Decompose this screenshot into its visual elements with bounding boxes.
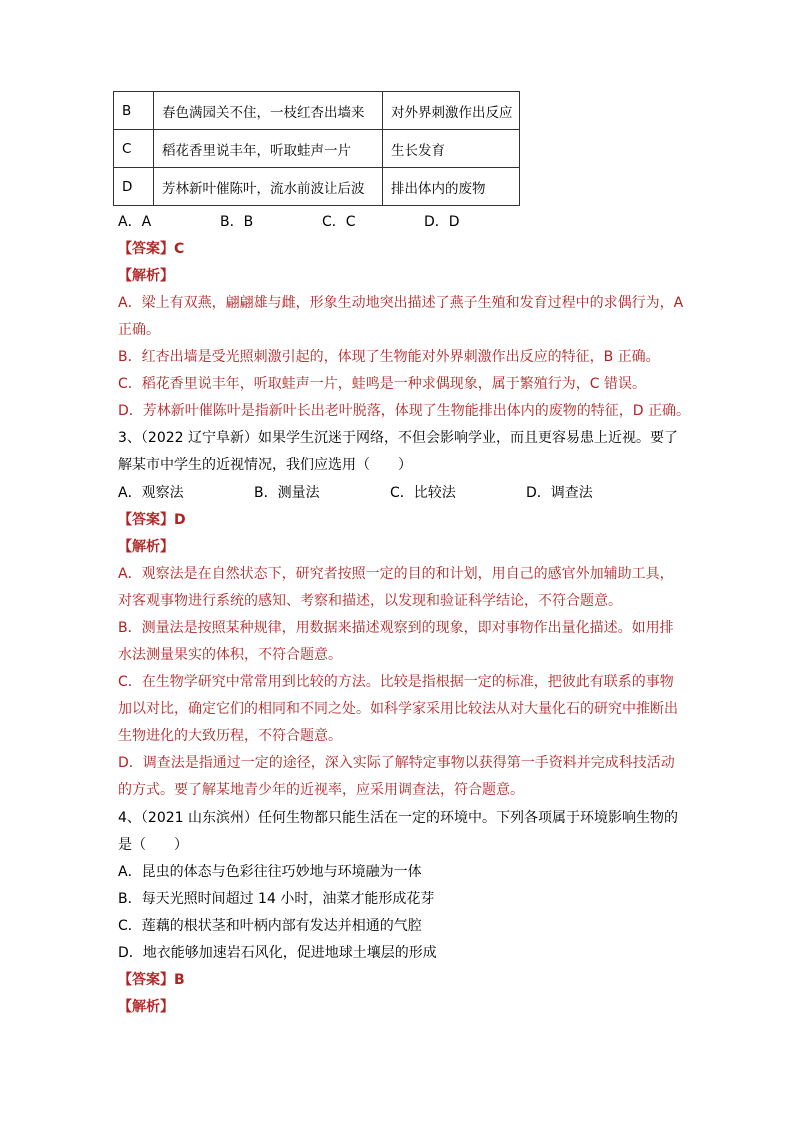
table-row [114,92,520,130]
feature-cell: 生长发育 [383,130,520,168]
q3-analysis-label: 【解析】 [118,539,174,555]
q4-stem-line: 是（ ） [118,837,188,853]
analysis-line: B．测量法是按照某种规律，用数据来描述观察到的现象，即对事物作出量化描述。如用排 [118,620,674,636]
choice-b: B．测量法 [254,485,320,501]
choice-d: D．D [424,214,460,230]
analysis-line: D．芳林新叶催陈叶是指新叶长出老叶脱落，体现了生物能排出体内的废物的特征，D 正确。 [118,403,691,419]
analysis-line: 加以对比，确定它们的相同和不同之处。如科学家采用比较法从对大量化石的研究中推断出 [118,701,678,717]
choice-d: D．调查法 [526,485,593,501]
table-row [114,168,520,206]
choice-c: C．比较法 [390,485,456,501]
analysis-line: 水法测量果实的体积，不符合题意。 [118,647,342,663]
option-letter: B [114,92,154,130]
options-table [113,91,520,206]
q4-answer: 【答案】B [118,972,185,988]
option-letter: C [114,130,154,168]
analysis-line: 对客观事物进行系统的感知、考察和描述，以发现和验证科学结论，不符合题意。 [118,593,622,609]
poem-cell: 春色满园关不住，一枝红杏出墙来 [154,92,383,130]
q3-stem-line: 解某市中学生的近视情况，我们应选用（ ） [118,457,412,473]
poem-cell: 芳林新叶催陈叶，流水前波让后波 [154,168,383,206]
analysis-line: C．在生物学研究中常常用到比较的方法。比较是指根据一定的标准，把彼此有联系的事物 [118,674,674,690]
analysis-line: A．梁上有双燕，翩翩雄与雌，形象生动地突出描述了燕子生殖和发育过程中的求偶行为，A [118,295,684,311]
analysis-line: B．红杏出墙是受光照刺激引起的，体现了生物能对外界刺激作出反应的特征，B 正确。 [118,349,660,365]
feature-cell: 对外界刺激作出反应 [383,92,520,130]
q4-stem-line: 4、（2021 山东滨州）任何生物都只能生活在一定的环境中。下列各项属于环境影响生物的 [118,810,678,826]
choice-c: C．C [322,214,356,230]
feature-cell: 排出体内的废物 [383,168,520,206]
analysis-line: C．稻花香里说丰年，听取蛙声一片，蛙鸣是一种求偶现象，属于繁殖行为，C 错误。 [118,376,646,392]
analysis-line: 的方式。要了解某地青少年的近视率，应采用调查法，符合题意。 [118,782,524,798]
choice-c: C．莲藕的根状茎和叶柄内部有发达并相通的气腔 [118,918,422,934]
choice-d: D．地衣能够加速岩石风化，促进地球土壤层的形成 [118,945,437,961]
q2-choices [118,212,460,232]
analysis-line: A．观察法是在自然状态下，研究者按照一定的目的和计划，用自己的感官外加辅助工具， [118,566,674,582]
q2-analysis-label: 【解析】 [118,268,174,284]
q2-answer: 【答案】C [118,241,185,257]
analysis-line: D．调查法是指通过一定的途径，深入实际了解特定事物以获得第一手资料并完成科技活动 [118,755,675,771]
choice-a: A．昆虫的体态与色彩往往巧妙地与环境融为一体 [118,864,422,880]
q3-answer: 【答案】D [118,512,186,528]
choice-b: B．每天光照时间超过 14 小时，油菜才能形成花芽 [118,891,435,907]
table-row [114,130,520,168]
q3-stem-line: 3、（2022 辽宁阜新）如果学生沉迷于网络，不但会影响学业，而且更容易患上近视。要了 [118,430,678,446]
q4-analysis-label: 【解析】 [118,999,174,1015]
choice-a: A．观察法 [118,485,184,501]
option-letter: D [114,168,154,206]
choice-b: B．B [220,214,254,230]
poem-cell: 稻花香里说丰年，听取蛙声一片 [154,130,383,168]
analysis-line: 生物进化的大致历程，不符合题意。 [118,728,342,744]
q3-choices [118,483,593,503]
analysis-line: 正确。 [118,322,160,338]
choice-a: A．A [118,214,152,230]
